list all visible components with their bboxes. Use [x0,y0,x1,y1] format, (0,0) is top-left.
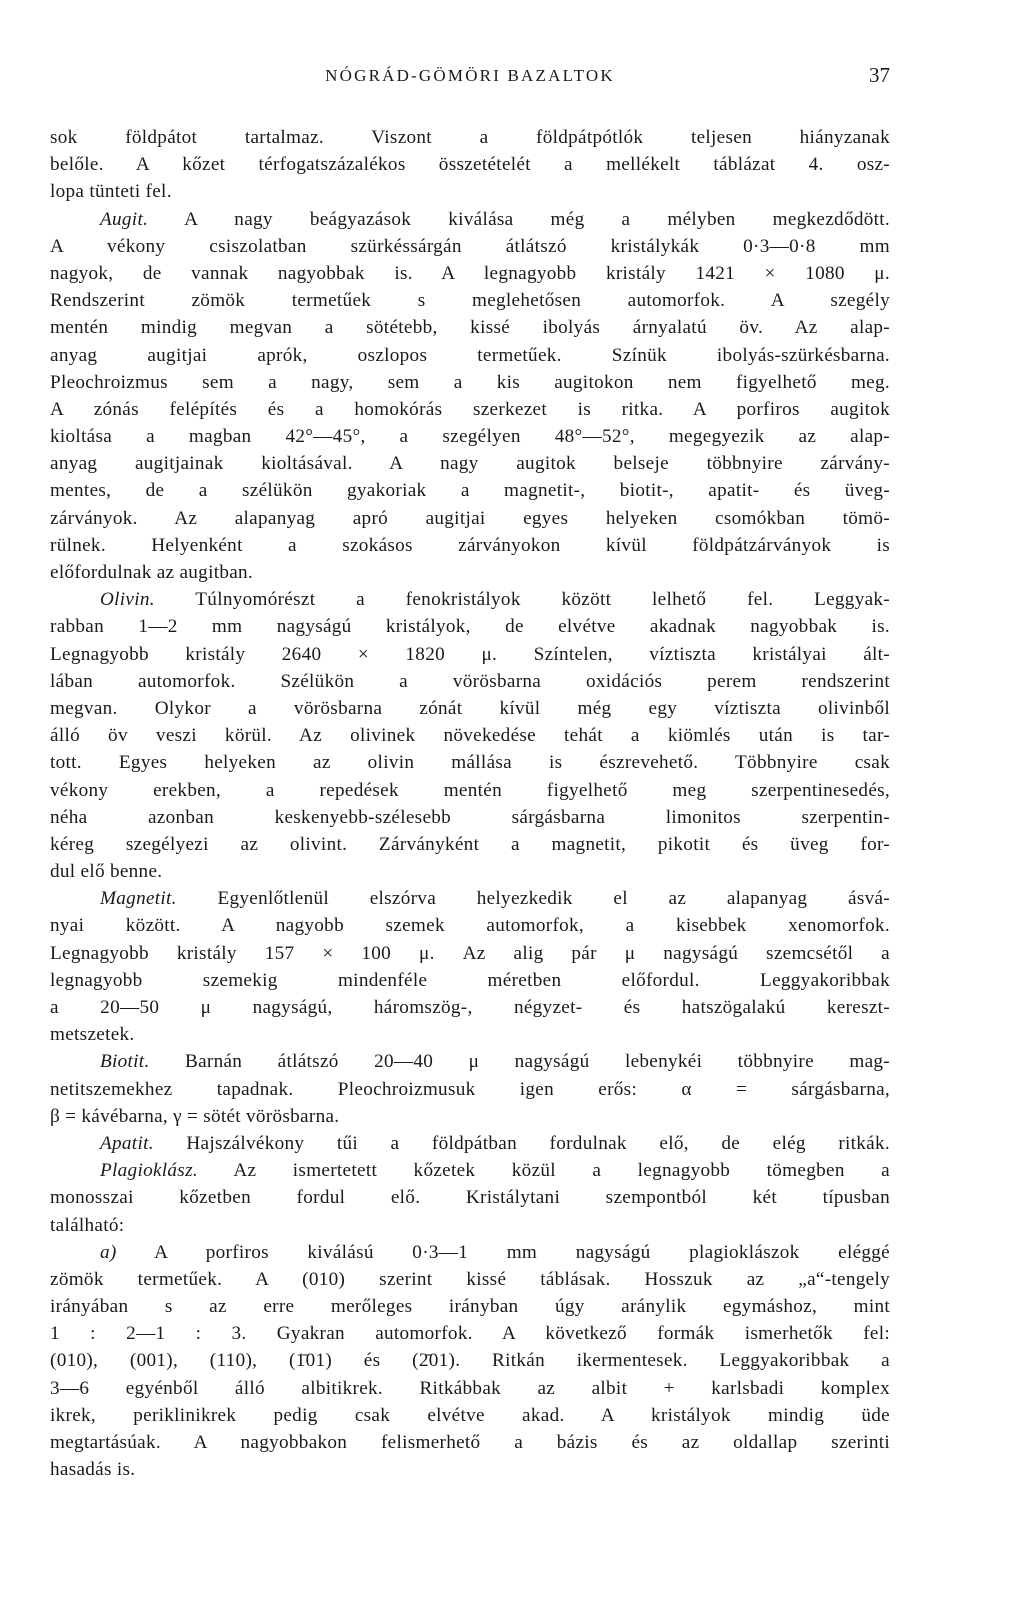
text-line [50,342,890,369]
text-line [50,260,890,287]
text-line [50,668,890,695]
text-line [50,885,890,912]
text-line [50,287,890,314]
text-line [50,396,890,423]
line-text: nyai között. A nagyobb szemek automorfok, a kisebbek xenomorfok. [50,915,890,937]
line-text: sok földpátot tartalmaz. Viszont a földpátpótlók teljesen hiányzanak [50,127,890,148]
line-text: a 20—50 μ nagyságú, háromszög-, négyzet- és hatszögalakú kereszt- [50,997,890,1018]
text-line [50,423,890,450]
line-text: rabban 1—2 mm nagyságú kristályok, de elvétve akadnak nagyobbak is. [50,616,890,638]
text-line [50,749,890,776]
body-text [50,124,890,1483]
line-text: Legnagyobb kristály 2640 × 1820 μ. Színtelen, víztiszta kristályai ált- [50,643,890,665]
text-line [50,641,890,668]
text-line [50,967,890,994]
line-text: zömök termetűek. A (010) szerint kissé táblásak. Hosszuk az „a“-tengely [50,1268,890,1290]
line-text: kéreg szegélyezi az olivint. Zárványként a magnetit, pikotit és üveg for- [50,833,890,855]
line-text: A nagy beágyazások kiválása még a mélyben megkezdődött. [148,208,890,230]
line-text: megtartásúak. A nagyobbakon felismerhető a bázis és az oldallap szerinti [50,1432,890,1453]
line-text: 3—6 egyénből álló albitikrek. Ritkábbak az albit + karlsbadi komplex [50,1377,890,1399]
line-text: rülnek. Helyenként a szokásos zárványokon kívül földpátzárványok is [50,534,890,556]
line-text: előfordulnak az augitban. [50,562,254,583]
text-line [50,804,890,831]
text-line [50,559,890,586]
section-lead: Biotit. [100,1051,150,1073]
text-line [50,695,890,722]
line-text: β = kávébarna, γ = sötét vörösbarna. [50,1105,340,1127]
line-text: Hajszálvékony tűi a földpátban fordulnak elő, de elég ritkák. [153,1132,890,1154]
section-lead: a) [100,1241,117,1263]
text-line [50,1402,890,1429]
line-text: Pleochroizmus sem a nagy, sem a kis augitokon nem figyelhető meg. [50,371,890,393]
line-text: A porfiros kiválású 0·3—1 mm nagyságú plagioklászok eléggé [116,1241,890,1263]
text-line [50,233,890,260]
text-line [50,1076,890,1103]
line-text: lában automorfok. Szélükön a vörösbarna oxidációs perem rendszerint [50,670,890,692]
text-line [50,1239,890,1266]
text-line [50,314,890,341]
text-line [50,450,890,477]
text-line [50,613,890,640]
line-text: mentes, de a szélükön gyakoriak a magnetit-, biotit-, apatit- és üveg- [50,480,890,502]
text-line [50,1212,890,1239]
line-text: mentén mindig megvan a sötétebb, kissé ibolyás árnyalatú öv. Az alap- [50,317,890,339]
text-line [50,206,890,233]
line-text: Egyenlőtlenül elszórva helyezkedik el az alapanyag ásvá- [176,888,890,910]
line-text: Túlnyomórészt a fenokristályok között lelhető fel. Leggyak- [154,589,890,611]
text-line [50,1130,890,1157]
line-text: zárványok. Az alapanyag apró augitjai egyes helyeken csomókban tömö- [50,507,890,529]
text-line [50,1048,890,1075]
text-line [50,369,890,396]
text-line [50,505,890,532]
text-line [50,777,890,804]
text-line [50,912,890,939]
text-line [50,586,890,613]
line-text: monosszai kőzetben fordul elő. Kristálytani szempontból két típusban [50,1187,890,1209]
text-line [50,178,890,205]
line-text: dul elő benne. [50,861,163,883]
line-text: netitszemekhez tapadnak. Pleochroizmusuk igen erős: α = sárgásbarna, [50,1078,890,1100]
section-lead: Plagioklász. [100,1160,198,1182]
line-text: A zónás felépítés és a homokórás szerkezet is ritka. A porfiros augitok [50,398,890,420]
line-text: található: [50,1214,125,1236]
text-line [50,1021,890,1048]
section-lead: Apatit. [100,1132,154,1154]
line-text: belőle. A kőzet térfogatszázalékos összetételét a mellékelt táblázat 4. osz- [50,154,890,176]
line-text: néha azonban keskenyebb-szélesebb sárgásbarna limonitos szerpentin- [50,806,890,828]
text-line [50,1184,890,1211]
line-text: Rendszerint zömök termetűek s meglehetősen automorfok. A szegély [50,290,890,312]
line-text: (010), (001), (110), (1̄01) és (2̄01). Ritkán ikermentesek. Leggyakoribbak a [50,1350,890,1372]
text-line [50,124,890,151]
text-line [50,532,890,559]
line-text: álló öv veszi körül. Az olivinek növekedése tehát a kiömlés után is tar- [50,725,890,747]
page-header [50,63,890,96]
text-line [50,1429,890,1456]
text-line [50,994,890,1021]
section-lead: Augit. [100,208,149,230]
line-text: lopa tünteti fel. [50,181,172,203]
line-text: anyag augitjainak kioltásával. A nagy augitok belseje többnyire zárvány- [50,453,890,475]
text-line [50,1157,890,1184]
line-text: legnagyobb szemekig mindenféle méretben előfordul. Leggyakoribbak [50,969,890,991]
line-text: Az ismertetett kőzetek közül a legnagyobb tömegben a [197,1160,890,1182]
line-text: irányában s az erre merőleges irányban úgy aránylik egymáshoz, mint [50,1296,890,1318]
line-text: Barnán átlátszó 20—40 μ nagyságú lebenykéi többnyire mag- [149,1051,890,1073]
line-text: 1 : 2—1 : 3. Gyakran automorfok. A következő formák ismerhetők fel: [50,1323,890,1345]
text-line [50,940,890,967]
text-line [50,1266,890,1293]
text-line [50,1347,890,1374]
text-line [50,722,890,749]
line-text: anyag augitjai aprók, oszlopos termetűek. Színük ibolyás-szürkésbarna. [50,344,890,366]
line-text: vékony erekben, a repedések mentén figyelhető meg szerpentinesedés, [50,779,890,801]
text-line [50,1293,890,1320]
line-text: ikrek, periklinikrek pedig csak elvétve akad. A kristályok mindig üde [50,1404,890,1426]
text-line [50,858,890,885]
line-text: kioltása a magban 42°—45°, a szegélyen 48°—52°, megegyezik az alap- [50,426,890,448]
section-lead: Olivin. [100,589,155,611]
page-number: 37 [869,63,890,87]
running-title: NÓGRÁD-GÖMÖRI BAZALTOK [325,66,615,85]
text-line [50,1456,890,1483]
text-line [50,477,890,504]
line-text: hasadás is. [50,1459,136,1481]
text-line [50,1103,890,1130]
line-text: A vékony csiszolatban szürkéssárgán átlátszó kristálykák 0·3—0·8 mm [50,235,890,257]
line-text: megvan. Olykor a vörösbarna zónát kívül még egy víztiszta olivinből [50,697,890,719]
line-text: tott. Egyes helyeken az olivin mállása is észrevehető. Többnyire csak [50,752,890,774]
text-line [50,1375,890,1402]
text-line [50,1320,890,1347]
section-lead: Magnetit. [100,888,177,910]
text-line [50,151,890,178]
line-text: metszetek. [50,1024,135,1046]
text-line [50,831,890,858]
line-text: nagyok, de vannak nagyobbak is. A legnagyobb kristály 1421 × 1080 μ. [50,262,890,284]
line-text: Legnagyobb kristály 157 × 100 μ. Az alig pár μ nagyságú szemcsétől a [50,942,890,964]
